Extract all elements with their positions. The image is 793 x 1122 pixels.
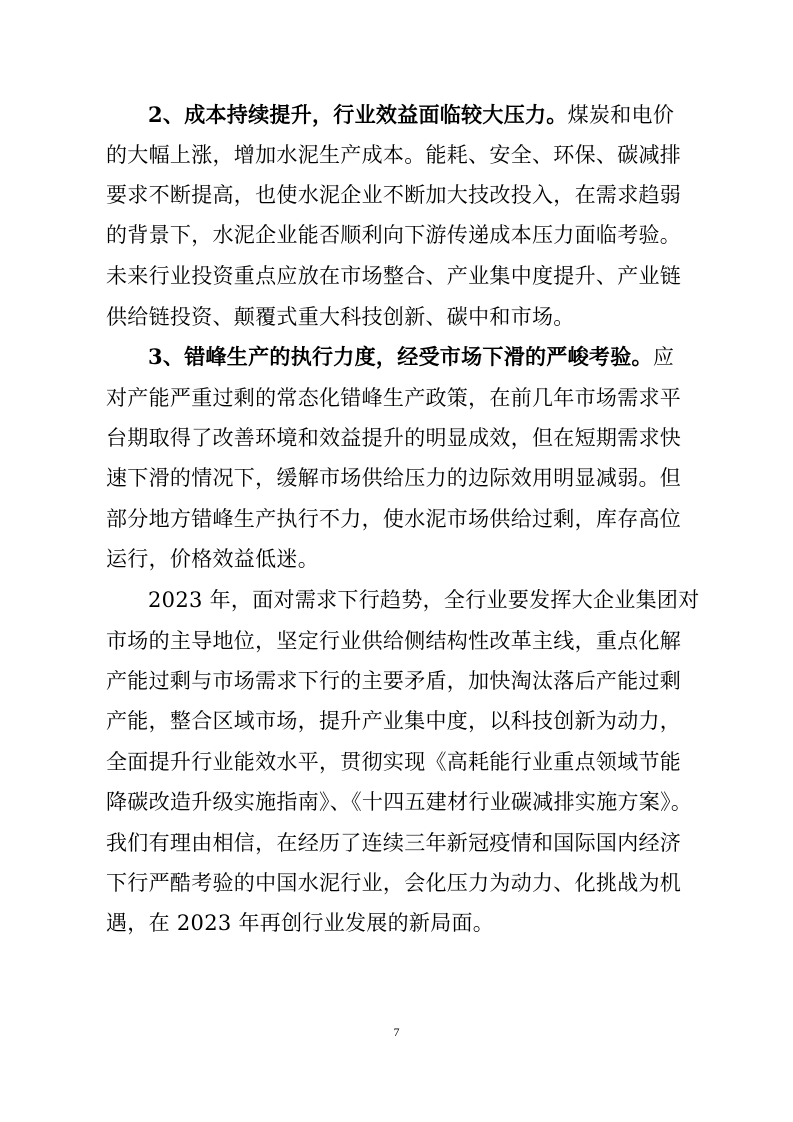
paragraph-3-line-1: 2023 年，面对需求下行趋势，全行业要发挥大企业集团对 (148, 588, 700, 612)
paragraph-2-heading: 3、错峰生产的执行力度，经受市场下滑的严峻考验。 (148, 344, 653, 369)
paragraph-2-line-2: 对产能严重过剩的常态化错峰生产政策，在前几年市场需求平 (106, 386, 682, 410)
paragraph-3-line-3: 产能过剩与市场需求下行的主要矛盾，加快淘汰落后产能过剩 (106, 669, 682, 693)
paragraph-3-line-9: 遇，在 2023 年再创行业发展的新局面。 (106, 911, 495, 935)
paragraph-3-line-7: 我们有理由相信，在经历了连续三年新冠疫情和国际国内经济 (106, 831, 682, 855)
paragraph-1-line-4: 的背景下，水泥企业能否顺利向下游传递成本压力面临考验。 (106, 223, 682, 247)
paragraph-2-line-4: 速下滑的情况下，缓解市场供给压力的边际效用明显减弱。但 (106, 466, 682, 490)
page-number: 7 (393, 1025, 400, 1039)
paragraph-3-line-2: 市场的主导地位，坚定行业供给侧结构性改革主线，重点化解 (106, 629, 682, 653)
paragraph-1-line-1 (148, 100, 674, 130)
paragraph-3-line-5: 全面提升行业能效水平，贯彻实现《高耗能行业重点领域节能 (106, 750, 682, 774)
paragraph-2-line-3: 台期取得了改善环境和效益提升的明显成效，但在短期需求快 (106, 426, 682, 450)
paragraph-1-text: 煤炭和电价 (567, 103, 675, 127)
paragraph-1-line-6: 供给链投资、颠覆式重大科技创新、碳中和市场。 (106, 305, 575, 329)
paragraph-3-line-4: 产能，整合区域市场，提升产业集中度，以科技创新为动力， (106, 709, 682, 733)
paragraph-2-line-6: 运行，价格效益低迷。 (106, 547, 319, 571)
paragraph-1-line-3: 要求不断提高，也使水泥企业不断加大技改投入，在需求趋弱 (106, 183, 682, 207)
paragraph-3-line-6: 降碳改造升级实施指南》、《十四五建材行业碳减排实施方案》。 (106, 790, 693, 814)
paragraph-2-line-1 (148, 342, 674, 372)
paragraph-2-text: 应 (652, 345, 675, 369)
paragraph-3-line-8: 下行严酷考验的中国水泥行业，会化压力为动力、化挑战为机 (106, 871, 682, 895)
paragraph-1-line-2: 的大幅上涨，增加水泥生产成本。能耗、安全、环保、碳减排 (106, 143, 682, 167)
paragraph-2-line-5: 部分地方错峰生产执行不力，使水泥市场供给过剩，库存高位 (106, 507, 682, 531)
paragraph-1-line-5: 未来行业投资重点应放在市场整合、产业集中度提升、产业链 (106, 264, 682, 288)
paragraph-1-heading: 2、成本持续提升，行业效益面临较大压力。 (148, 102, 568, 127)
